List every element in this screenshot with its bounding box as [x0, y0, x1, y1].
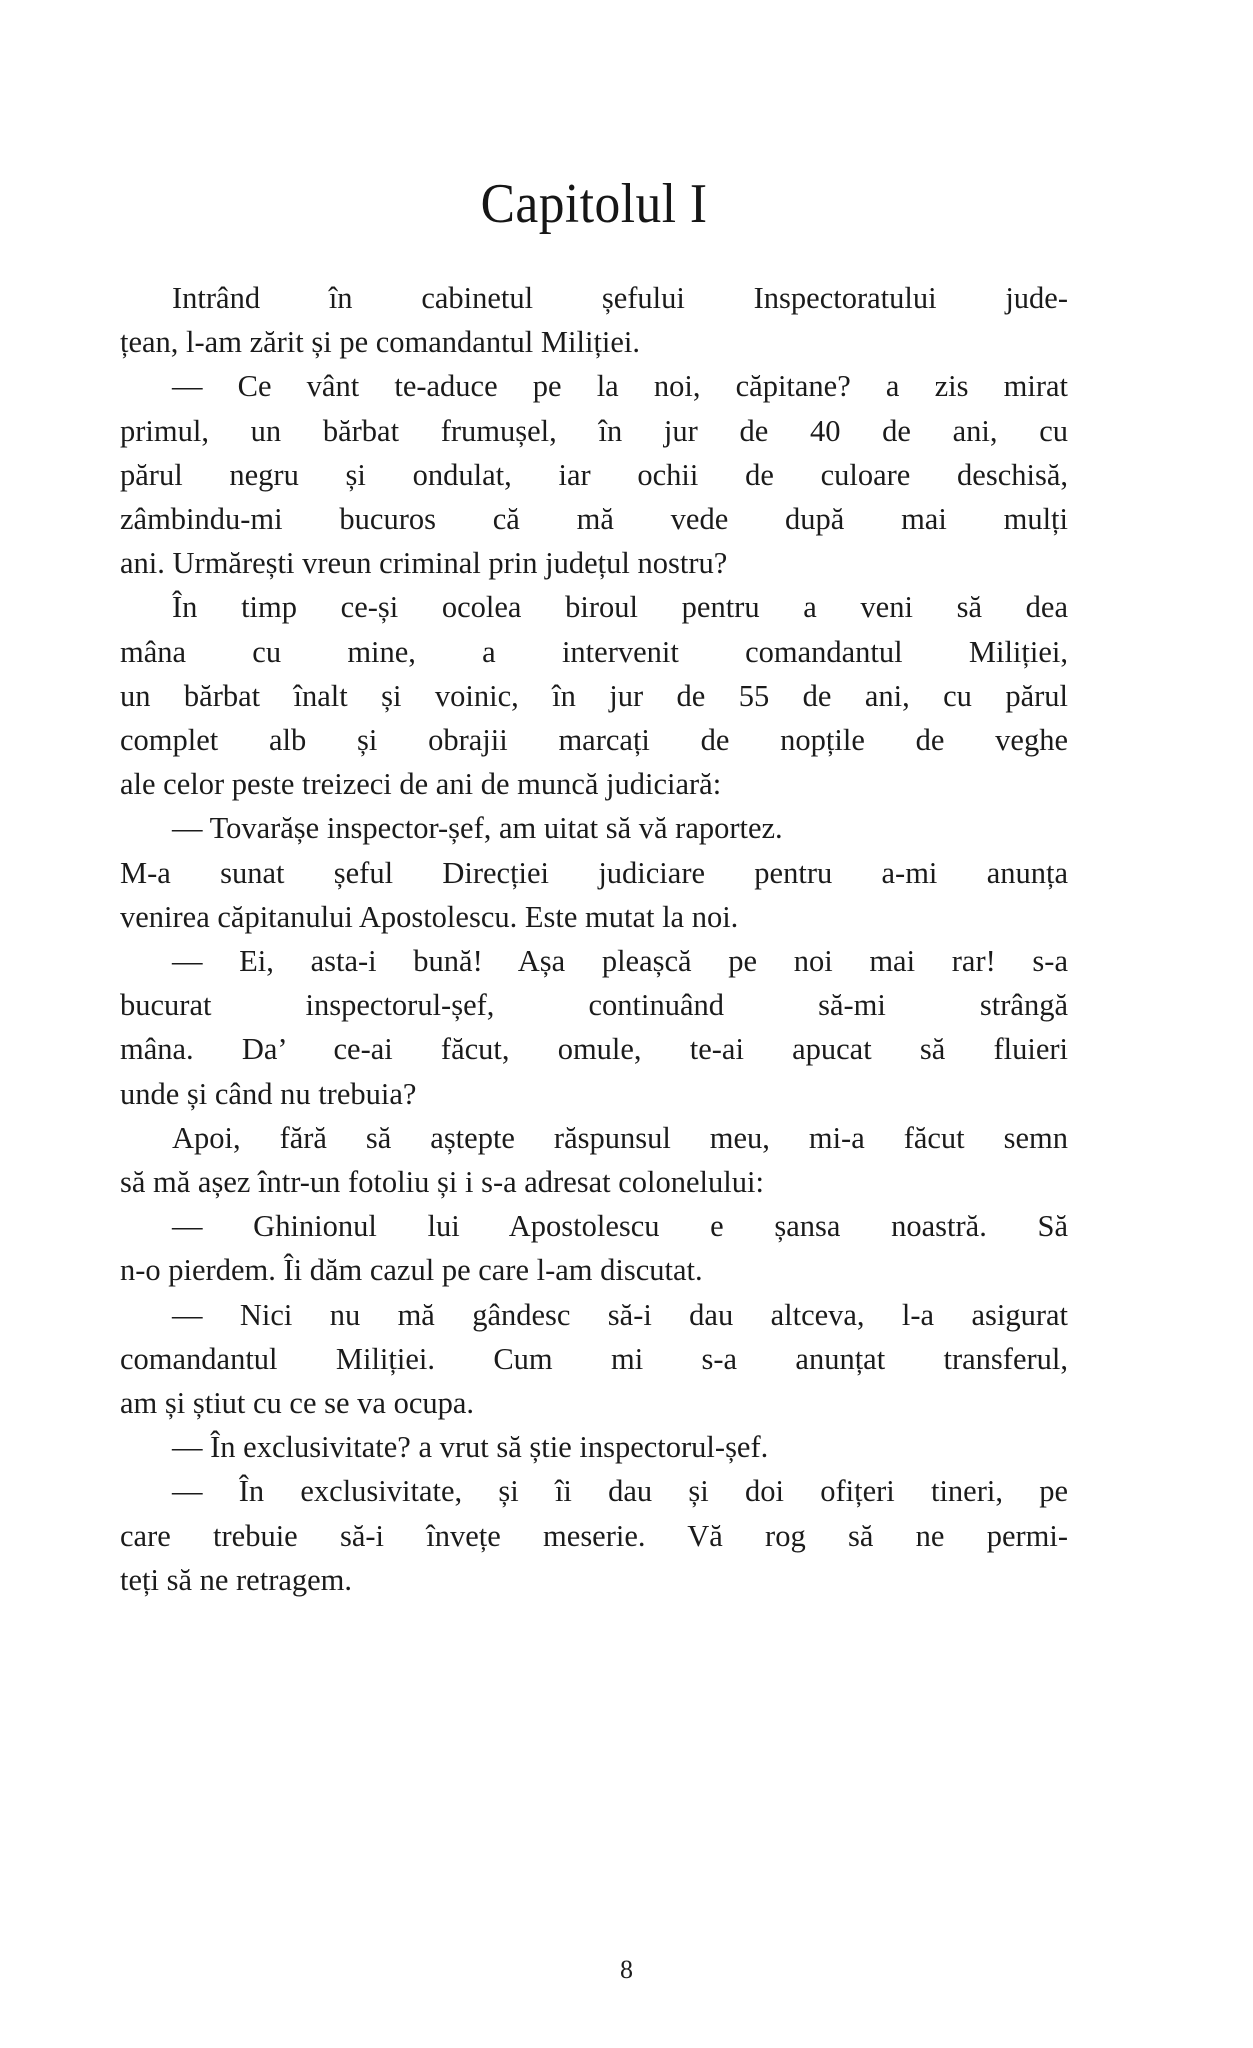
- body-text: [120, 276, 1068, 1602]
- chapter-title: Capitolul I: [480, 173, 708, 235]
- body-line: venirea căpitanului Apostolescu. Este mutat la noi.: [120, 899, 739, 934]
- body-line: zâmbindu-mi bucuros că mă vede după mai mulți: [120, 502, 1068, 537]
- body-line: teți să ne retragem.: [120, 1562, 353, 1597]
- body-line: n-o pierdem. Îi dăm cazul pe care l-am discutat.: [120, 1253, 703, 1288]
- body-line: Apoi, fără să aștepte răspunsul meu, mi-a făcut semn: [172, 1120, 1068, 1155]
- body-line: primul, un bărbat frumușel, în jur de 40 de ani, cu: [120, 413, 1068, 448]
- body-line: care trebuie să-i învețe meserie. Vă rog să ne permi-: [120, 1518, 1068, 1553]
- body-line: țean, l-am zărit și pe comandantul Miliției.: [120, 325, 641, 360]
- body-line: bucurat inspectorul-șef, continuând să-mi strângă: [120, 988, 1068, 1023]
- page-number: 8: [620, 1955, 633, 1984]
- page-content: [120, 0, 1068, 1602]
- body-line: Intrând în cabinetul șefului Inspectoratului jude-: [172, 281, 1068, 315]
- body-line: — În exclusivitate, și îi dau și doi ofițeri tineri, pe: [172, 1474, 1068, 1509]
- body-line: comandantul Miliției. Cum mi s-a anunțat transferul,: [120, 1341, 1068, 1376]
- body-line: am și știut cu ce se va ocupa.: [120, 1386, 475, 1421]
- body-line: — Tovarășe inspector-șef, am uitat să vă raportez.: [172, 811, 783, 846]
- body-line: — Nici nu mă gândesc să-i dau altceva, l-a asigurat: [172, 1297, 1068, 1332]
- body-line: — În exclusivitate? a vrut să știe inspectorul-șef.: [172, 1430, 769, 1465]
- body-paragraph: [120, 276, 1068, 1602]
- body-line: mâna cu mine, a intervenit comandantul Miliției,: [120, 634, 1068, 669]
- body-line: — Ce vânt te-aduce pe la noi, căpitane? a zis mirat: [172, 369, 1068, 404]
- body-line: — Ei, asta-i bună! Așa pleașcă pe noi mai rar! s-a: [172, 944, 1068, 979]
- body-line: să mă așez într-un fotoliu și i s-a adresat colonelului:: [120, 1165, 764, 1200]
- body-line: ale celor peste treizeci de ani de muncă judiciară:: [120, 767, 722, 802]
- body-line: părul negru și ondulat, iar ochii de culoare deschisă,: [120, 457, 1068, 492]
- body-line: În timp ce-și ocolea biroul pentru a veni să dea: [172, 590, 1068, 625]
- body-line: mâna. Da’ ce-ai făcut, omule, te-ai apucat să fluieri: [120, 1032, 1068, 1067]
- body-line: unde și când nu trebuia?: [120, 1076, 417, 1111]
- body-line: M-a sunat șeful Direcției judiciare pentru a-mi anunța: [120, 855, 1068, 890]
- body-line: un bărbat înalt și voinic, în jur de 55 de ani, cu părul: [120, 678, 1068, 713]
- body-line: — Ghinionul lui Apostolescu e șansa noastră. Să: [172, 1209, 1068, 1244]
- body-line: ani. Urmărești vreun criminal prin județul nostru?: [120, 546, 728, 581]
- body-line: complet alb și obrajii marcați de nopțile de veghe: [120, 723, 1068, 758]
